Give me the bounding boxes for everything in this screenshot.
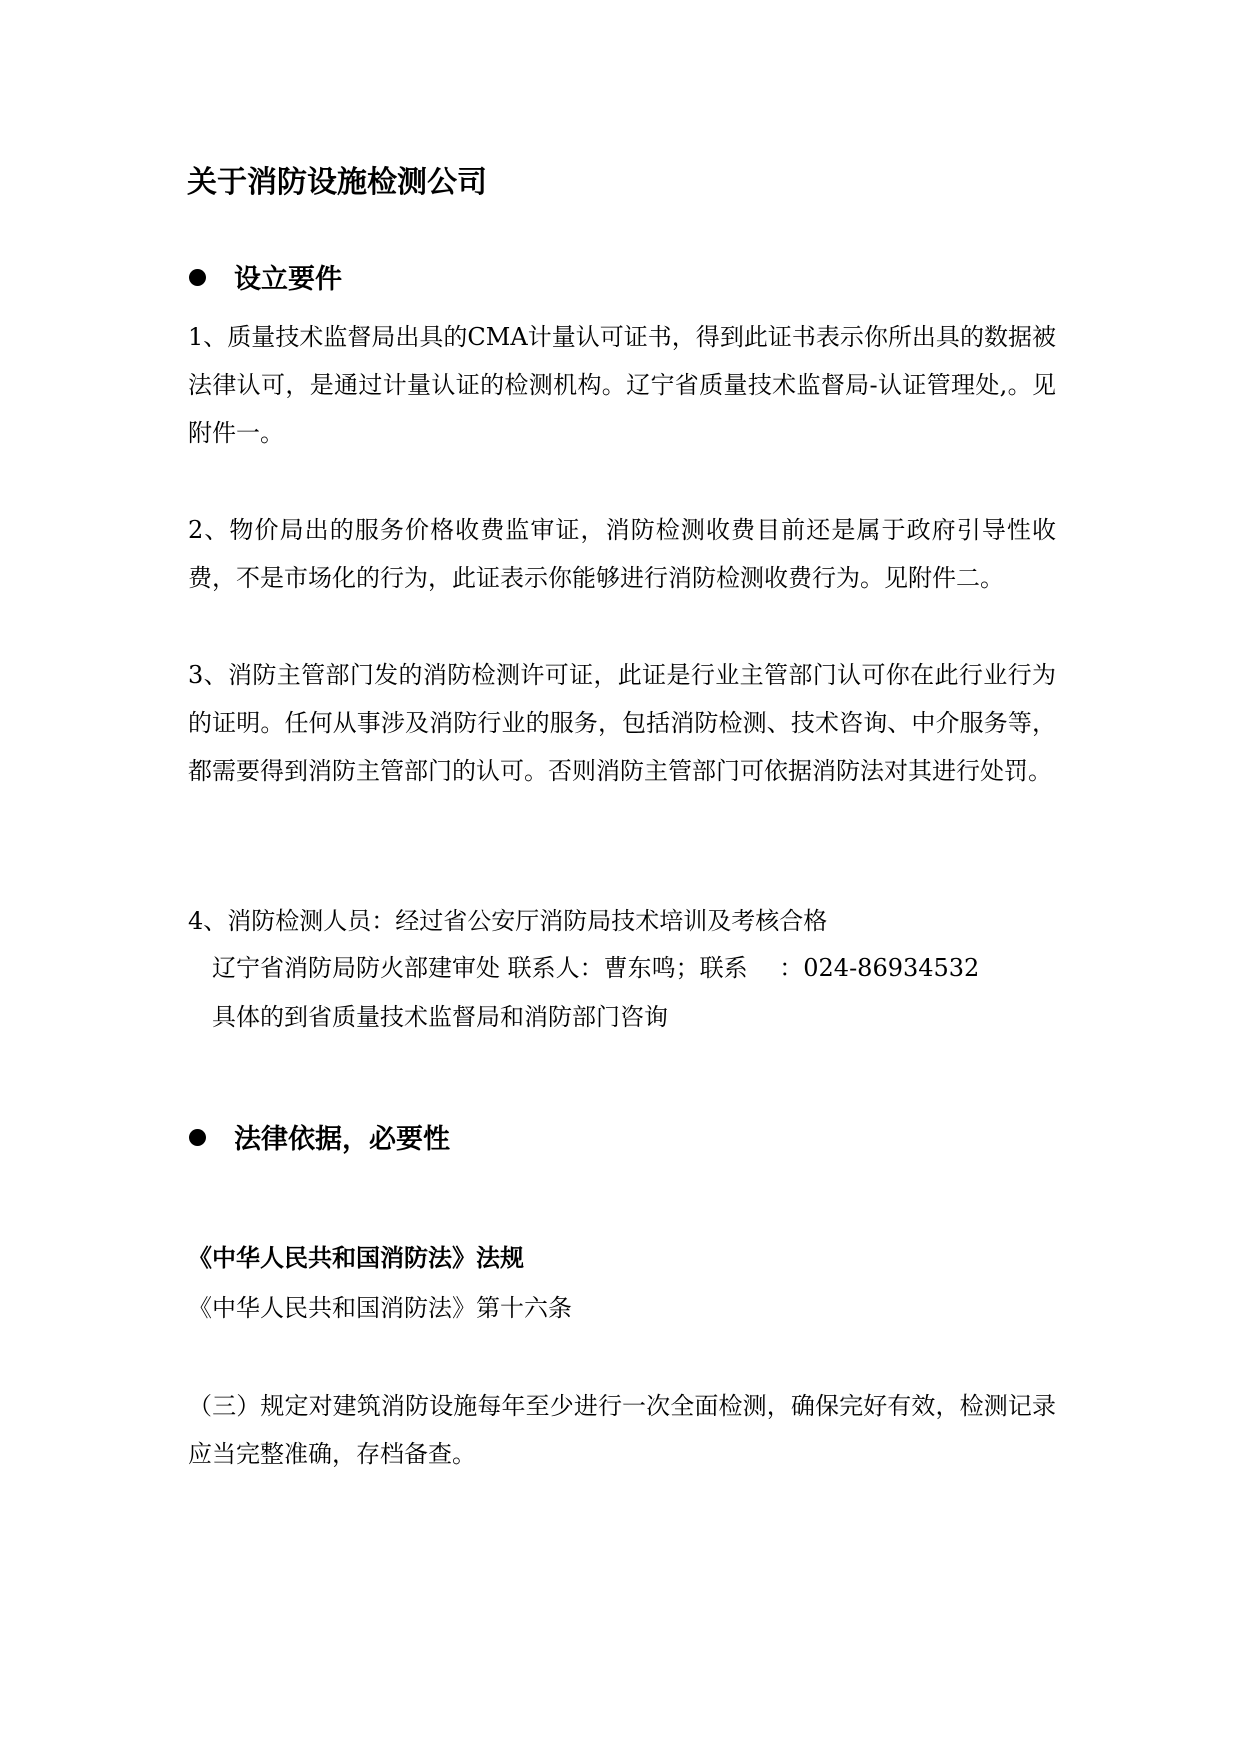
requirement-item-2: 2、物价局出的服务价格收费监审证，消防检测收费目前还是属于政府引导性收费，不是市场化的行为，此证表示你能够进行消防检测收费行为。见附件二。: [188, 516, 1056, 592]
consult-line: 具体的到省质量技术监督局和消防部门咨询: [212, 1003, 668, 1031]
requirement-item-1: 1、质量技术监督局出具的CMA计量认可证书，得到此证书表示你所出具的数据被法律认可，是通过计量认证的检测机构。辽宁省质量技术监督局-认证管理处,。见附件一。: [188, 323, 1056, 447]
bullet-icon: [189, 269, 206, 286]
section-heading-text: 设立要件: [234, 264, 342, 295]
law-article: 《中华人民共和国消防法》第十六条: [188, 1294, 572, 1322]
section-heading-legal-basis: [189, 1122, 450, 1158]
document-title: 关于消防设施检测公司: [187, 165, 487, 200]
requirement-item-4: 4、消防检测人员：经过省公安厅消防局技术培训及考核合格: [188, 907, 828, 935]
contact-line: 辽宁省消防局防火部建审处 联系人：曹东鸣；联系 ：024-86934532: [212, 954, 980, 982]
law-title: 《中华人民共和国消防法》法规: [188, 1244, 524, 1272]
section-heading-requirements: [189, 262, 342, 298]
requirement-item-3: 3、消防主管部门发的消防检测许可证，此证是行业主管部门认可你在此行业行为的证明。任何从事涉及消防行业的服务，包括消防检测、技术咨询、中介服务等，都需要得到消防主管部门的认可。否则消防主管部门可依据消防法对其进行处罚。: [188, 661, 1056, 785]
section-heading-text: 法律依据，必要性: [234, 1124, 450, 1155]
law-clause: （三）规定对建筑消防设施每年至少进行一次全面检测，确保完好有效，检测记录应当完整准确，存档备查。: [188, 1392, 1056, 1468]
bullet-icon: [189, 1129, 206, 1146]
